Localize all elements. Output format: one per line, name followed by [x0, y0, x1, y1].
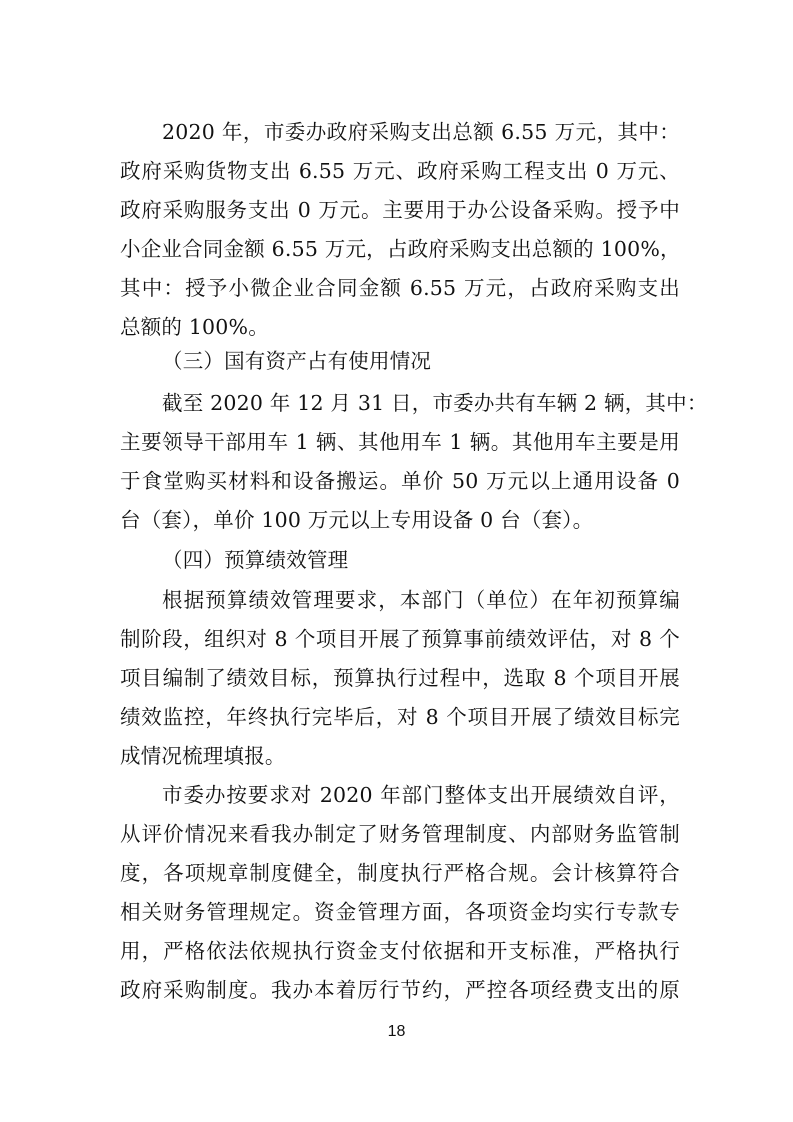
- paragraph-line: 项目编制了绩效目标，预算执行过程中，选取 8 个项目开展: [120, 666, 680, 690]
- paragraph-line: 政府采购货物支出 6.55 万元、政府采购工程支出 0 万元、: [120, 159, 680, 183]
- paragraph-line: 相关财务管理规定。资金管理方面，各项资金均实行专款专: [120, 900, 680, 924]
- paragraph-line: 台（套），单价 100 万元以上专用设备 0 台（套）。: [120, 508, 594, 532]
- paragraph-line: 其中：授予小微企业合同金额 6.55 万元，占政府采购支出: [120, 276, 680, 300]
- paragraph-line: 主要领导干部用车 1 辆、其他用车 1 辆。其他用车主要是用: [120, 430, 680, 454]
- section-heading: （四）预算绩效管理: [162, 548, 349, 572]
- paragraph-line: 根据预算绩效管理要求，本部门（单位）在年初预算编: [162, 588, 680, 612]
- page-number: 18: [387, 1023, 406, 1040]
- paragraph-line: 政府采购服务支出 0 万元。主要用于办公设备采购。授予中: [120, 198, 680, 222]
- paragraph-line: 小企业合同金额 6.55 万元，占政府采购支出总额的 100%，: [120, 237, 681, 261]
- paragraph-line: 用，严格依法依规执行资金支付依据和开支标准，严格执行: [120, 939, 680, 963]
- section-heading: （三）国有资产占有使用情况: [162, 349, 432, 373]
- paragraph-line: 政府采购制度。我办本着厉行节约，严控各项经费支出的原: [120, 978, 680, 1002]
- paragraph-line: 总额的 100%。: [120, 315, 269, 339]
- paragraph-line: 市委办按要求对 2020 年部门整体支出开展绩效自评，: [162, 783, 680, 807]
- paragraph-line: 绩效监控，年终执行完毕后，对 8 个项目开展了绩效目标完: [120, 705, 680, 729]
- paragraph-line: 度，各项规章制度健全，制度执行严格合规。会计核算符合: [120, 861, 680, 885]
- paragraph-line: 从评价情况来看我办制定了财务管理制度、内部财务监管制: [120, 822, 680, 846]
- paragraph-line: 2020 年，市委办政府采购支出总额 6.55 万元，其中：: [162, 120, 680, 144]
- paragraph-line: 制阶段，组织对 8 个项目开展了预算事前绩效评估，对 8 个: [120, 627, 680, 651]
- paragraph-line: 截至 2020 年 12 月 31 日，市委办共有车辆 2 辆，其中：: [162, 391, 708, 415]
- paragraph-line: 于食堂购买材料和设备搬运。单价 50 万元以上通用设备 0: [120, 469, 680, 493]
- paragraph-line: 成情况梳理填报。: [120, 744, 286, 768]
